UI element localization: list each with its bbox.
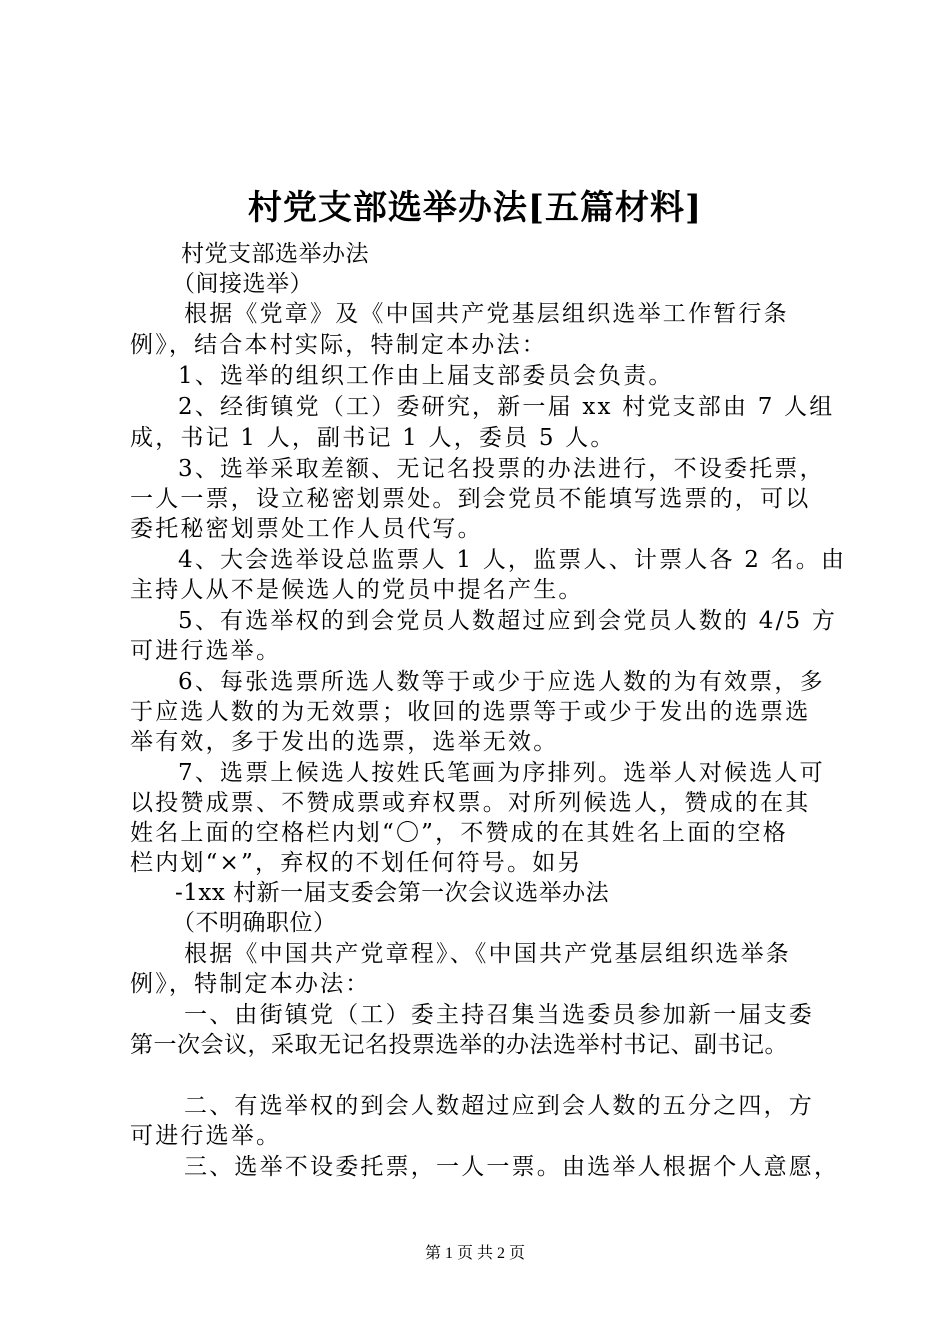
- text-line: 1、选举的组织工作由上届支部委员会负责。: [178, 363, 674, 389]
- text-line: （不明确职位）: [172, 910, 337, 936]
- text-line: 例》，结合本村实际，特制定本办法：: [130, 332, 547, 358]
- text-line: 以投赞成票、不赞成票或弃权票。对所列候选人，赞成的在其: [130, 790, 811, 816]
- text-line: 二、有选举权的到会人数超过应到会人数的五分之四，方: [184, 1093, 814, 1119]
- text-line: 委托秘密划票处工作人员代写。: [130, 516, 483, 542]
- text-line: 7、选票上候选人按姓氏笔画为序排列。选举人对候选人可: [178, 760, 825, 786]
- text-line: 根据《中国共产党章程》、《中国共产党基层组织选举条: [184, 941, 791, 967]
- text-line: 成，书记 1 人，副书记 1 人，委员 5 人。: [130, 425, 616, 451]
- text-line: 根据《党章》及《中国共产党基层组织选举工作暂行条: [184, 301, 789, 327]
- text-line: -1xx 村新一届支委会第一次会议选举办法: [175, 880, 610, 906]
- text-line: 2、经街镇党（工）委研究，新一届 xx 村党支部由 7 人组: [178, 394, 835, 420]
- text-line: （间接选举）: [172, 271, 313, 297]
- text-line: 栏内划“×”，弃权的不划任何符号。如另: [130, 850, 583, 876]
- text-line: 可进行选举。: [130, 638, 282, 664]
- text-line: 一人一票，设立秘密划票处。到会党员不能填写选票的，可以: [130, 486, 811, 512]
- text-line: 主持人从不是候选人的党员中提名产生。: [130, 577, 584, 603]
- text-line: 于应选人数的为无效票；收回的选票等于或少于发出的选票选: [130, 699, 811, 725]
- text-line: 例》，特制定本办法：: [130, 971, 371, 997]
- text-line: 第一次会议，采取无记名投票选举的办法选举村书记、副书记。: [130, 1032, 788, 1058]
- text-line: 可进行选举。: [130, 1123, 282, 1149]
- document-title: 村党支部选举办法[五篇材料]: [247, 188, 703, 228]
- text-line: 一、由街镇党（工）委主持召集当选委员参加新一届支委: [184, 1002, 814, 1028]
- text-line: 村党支部选举办法: [181, 241, 369, 267]
- text-line: 三、选举不设委托票，一人一票。由选举人根据个人意愿，: [184, 1154, 840, 1180]
- text-line: 6、每张选票所选人数等于或少于应选人数的为有效票，多: [178, 669, 825, 695]
- text-line: 举有效，多于发出的选票，选举无效。: [130, 729, 559, 755]
- text-line: 5、有选举权的到会党员人数超过应到会党员人数的 4/5 方: [178, 608, 838, 634]
- text-line: 4、大会选举设总监票人 1 人，监票人、计票人各 2 名。由: [178, 547, 847, 573]
- text-line: 3、选举采取差额、无记名投票的办法进行，不设委托票，: [178, 456, 825, 482]
- page-footer: 第 1 页 共 2 页: [424, 1245, 525, 1262]
- text-line: 姓名上面的空格栏内划“〇”，不赞成的在其姓名上面的空格: [130, 820, 788, 846]
